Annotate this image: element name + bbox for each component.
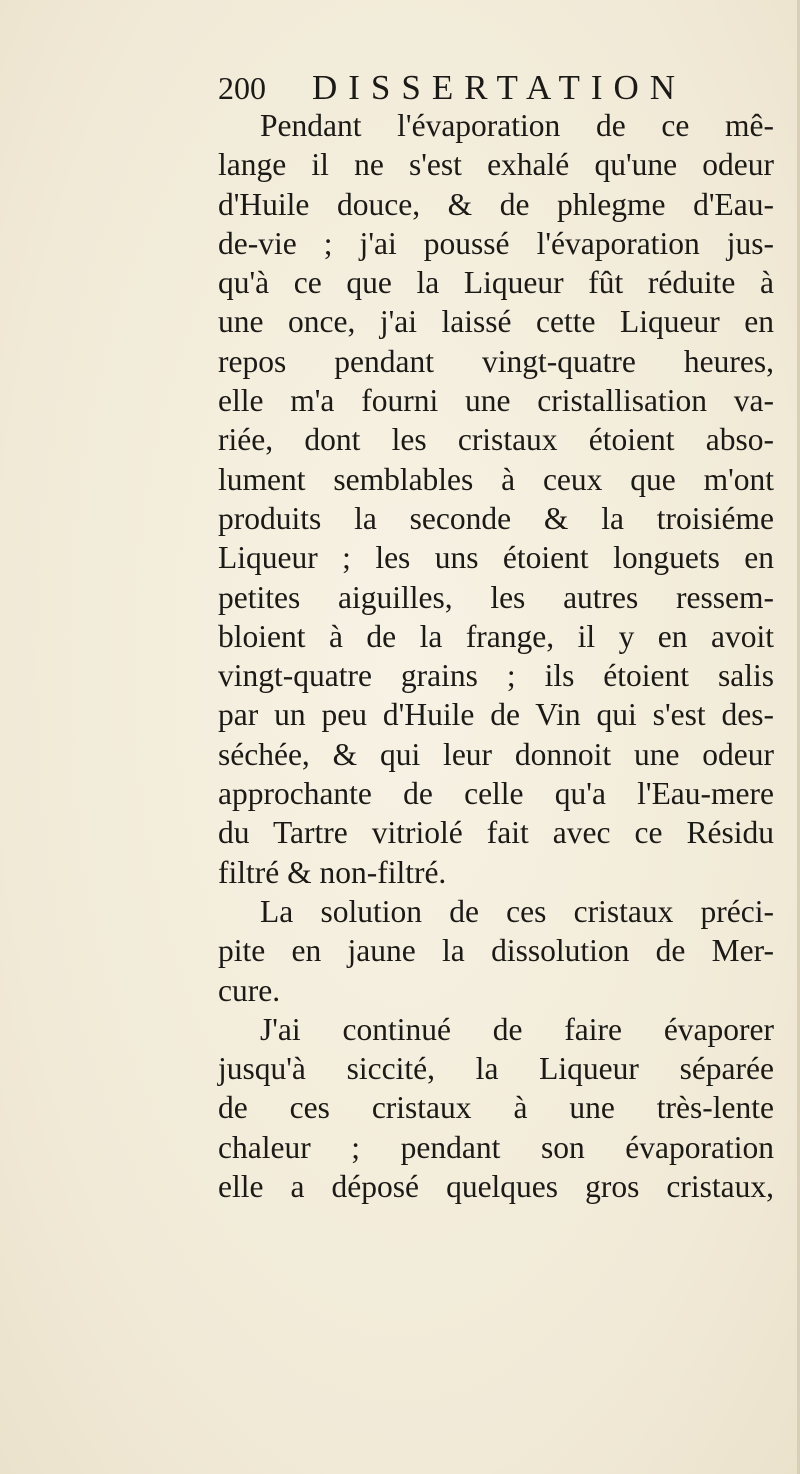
page-number: 200 [218,70,266,106]
text-line: bloient à de la frange, il y en avoit [218,618,774,654]
text-line: de-vie ; j'ai poussé l'évaporation jus- [218,225,774,261]
text-line: par un peu d'Huile de Vin qui s'est des- [218,697,774,733]
text-line: petites aiguilles, les autres ressem- [218,579,774,615]
text-line: une once, j'ai laissé cette Liqueur en [218,304,774,340]
text-line: filtré & non-filtré. [218,854,447,890]
text-line: Pendant l'évaporation de ce mê- [260,108,774,143]
text-line: jusqu'à siccité, la Liqueur séparée [218,1051,774,1087]
text-line: elle m'a fourni une cristallisation va- [218,383,774,419]
text-line: elle a déposé quelques gros cristaux, [218,1169,774,1205]
text-line: produits la seconde & la troisiéme [218,500,774,536]
text-line: J'ai continué de faire évaporer [260,1011,774,1047]
body-text [218,106,774,1206]
text-line: La solution de ces cristaux préci- [260,893,774,929]
text-line: Liqueur ; les uns étoient longuets en [218,540,774,576]
text-line: pite en jaune la dissolution de Mer- [218,933,774,969]
text-line: repos pendant vingt-quatre heures, [218,343,774,379]
text-line: cure. [218,972,281,1008]
text-line: vingt-quatre grains ; ils étoient salis [218,658,774,694]
text-line: lange il ne s'est exhalé qu'une odeur [218,147,774,183]
text-line: approchante de celle qu'a l'Eau-mere [218,776,774,812]
text-line: lument semblables à ceux que m'ont [218,461,774,497]
text-line: d'Huile douce, & de phlegme d'Eau- [218,186,774,222]
page-header [218,66,718,110]
text-line: séchée, & qui leur donnoit une odeur [218,736,774,772]
text-line: du Tartre vitriolé fait avec ce Résidu [218,815,774,851]
running-title: DISSERTATION [312,68,687,107]
text-line: de ces cristaux à une très-lente [218,1090,774,1126]
text-line: qu'à ce que la Liqueur fût réduite à [218,265,774,301]
text-line: chaleur ; pendant son évaporation [218,1129,774,1165]
text-line: riée, dont les cristaux étoient abso- [218,422,774,458]
